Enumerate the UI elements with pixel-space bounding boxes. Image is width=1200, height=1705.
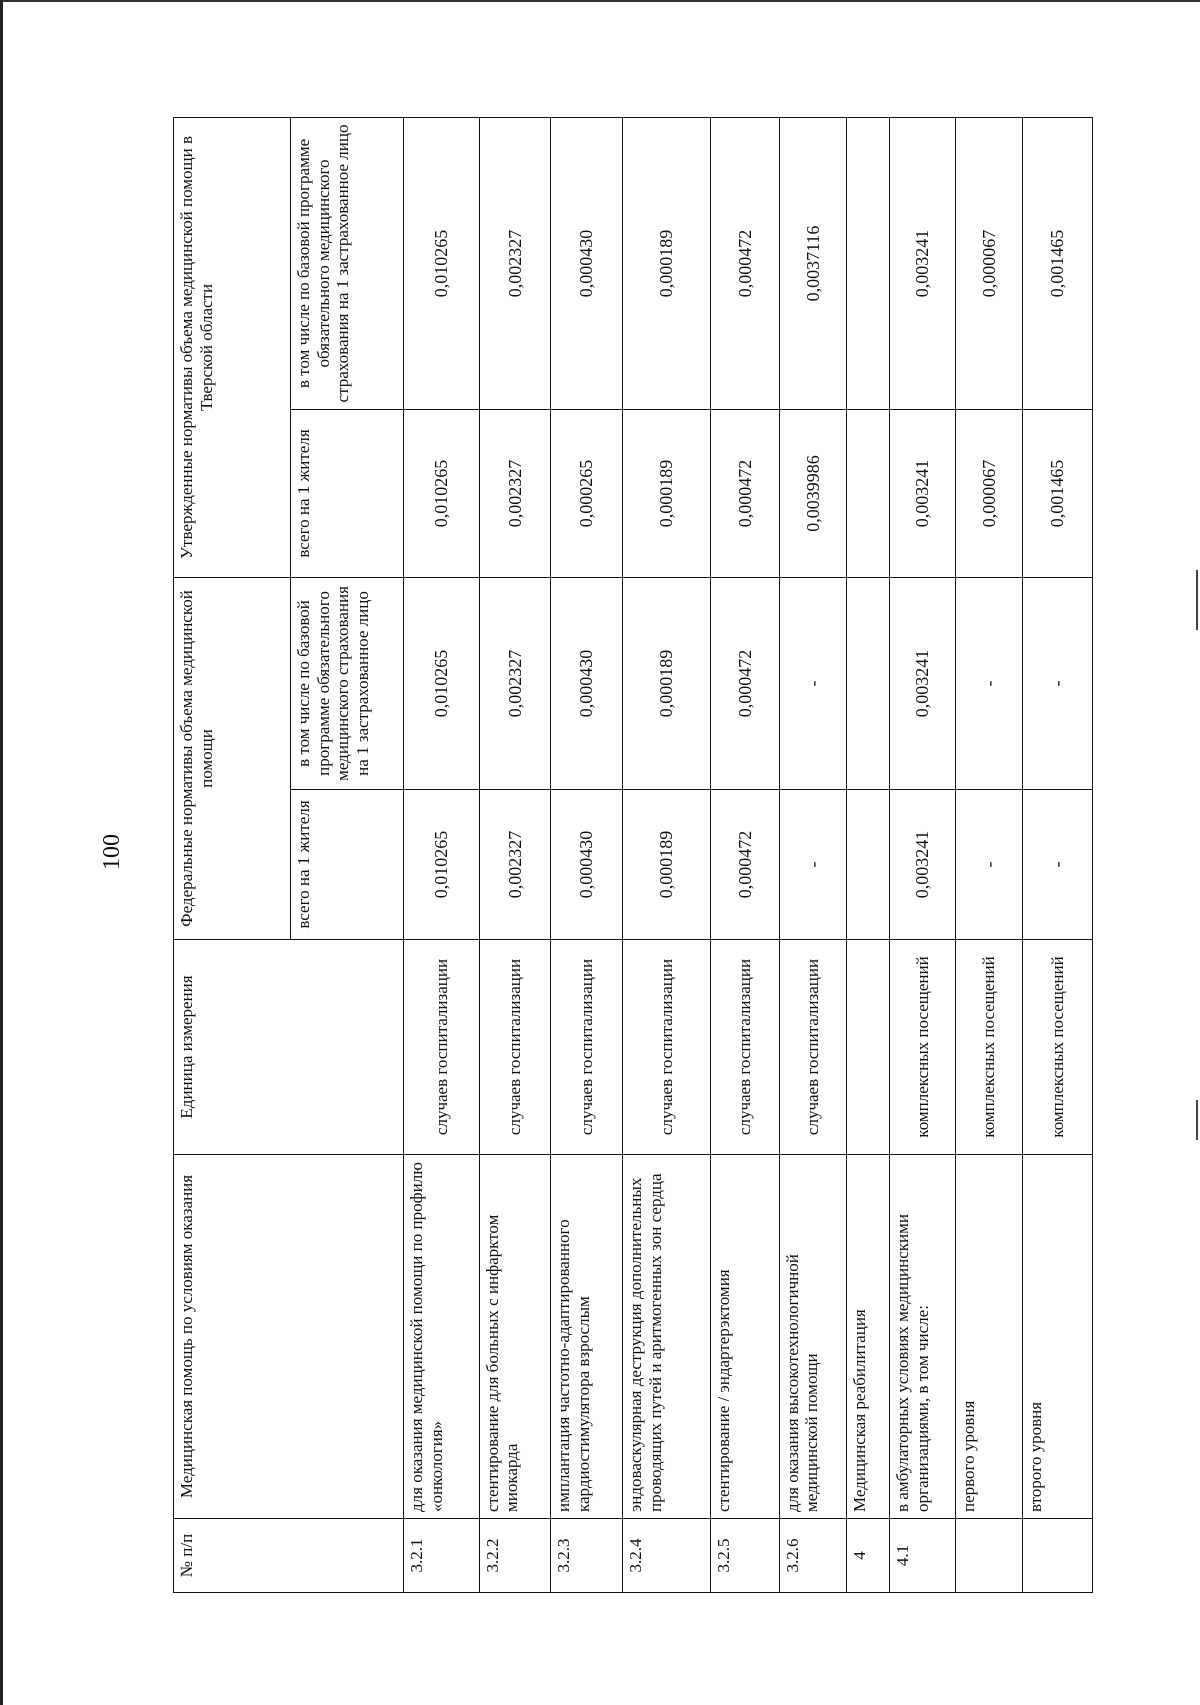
cell-no: 3.2.4 bbox=[623, 1519, 711, 1593]
cell-fed-total: 0,010265 bbox=[404, 790, 480, 940]
cell-fed-total: 0,000430 bbox=[551, 790, 623, 940]
cell-fed-total: 0,002327 bbox=[479, 790, 551, 940]
scan-mark bbox=[0, 1160, 2, 1200]
page-number: 100 bbox=[99, 834, 125, 870]
cell-name: второго уровня bbox=[1023, 1155, 1093, 1519]
cell-fed-total: - bbox=[779, 790, 847, 940]
scan-mark bbox=[1196, 1100, 1198, 1140]
cell-reg-oms: 0,001465 bbox=[1023, 117, 1093, 409]
scan-mark bbox=[0, 400, 2, 460]
cell-unit: случаев госпитализации bbox=[779, 940, 847, 1155]
header-unit: Единица измерения bbox=[174, 940, 404, 1155]
cell-no bbox=[1023, 1519, 1093, 1593]
scan-mark bbox=[0, 570, 2, 600]
cell-name: имплантация частотно-адаптированного кардиостимулятора взрослым bbox=[551, 1155, 623, 1519]
cell-unit: случаев госпитализации bbox=[623, 940, 711, 1155]
cell-reg-total: 0,001465 bbox=[1023, 409, 1093, 577]
cell-no bbox=[955, 1519, 1023, 1593]
cell-reg-total: 0,000472 bbox=[711, 409, 780, 577]
scan-mark bbox=[1196, 570, 1198, 630]
table-row bbox=[623, 117, 711, 1592]
cell-fed-oms: 0,000189 bbox=[623, 577, 711, 789]
scan-mark bbox=[0, 1530, 2, 1580]
cell-fed-total: - bbox=[955, 790, 1023, 940]
cell-reg-oms: 0,000067 bbox=[955, 117, 1023, 409]
cell-fed-oms: 0,002327 bbox=[479, 577, 551, 789]
cell-fed-oms: 0,000430 bbox=[551, 577, 623, 789]
rotated-table-container bbox=[173, 118, 1093, 1593]
table-row bbox=[890, 117, 956, 1592]
cell-reg-total: 0,0039986 bbox=[779, 409, 847, 577]
cell-no: 3.2.5 bbox=[711, 1519, 780, 1593]
cell-fed-total: - bbox=[1023, 790, 1093, 940]
cell-no: 4 bbox=[847, 1519, 890, 1593]
cell-reg-oms: 0,000430 bbox=[551, 117, 623, 409]
header-federal-group: Федеральные нормативы объема медицинской помощи bbox=[174, 577, 291, 939]
header-name: Медицинская помощь по условиям оказания bbox=[174, 1155, 404, 1519]
cell-reg-oms: 0,0037116 bbox=[779, 117, 847, 409]
cell-fed-total: 0,003241 bbox=[890, 790, 956, 940]
cell-fed-oms: - bbox=[955, 577, 1023, 789]
cell-reg-total: 0,000265 bbox=[551, 409, 623, 577]
scan-edge-left bbox=[0, 0, 3, 1705]
cell-reg-oms: 0,002327 bbox=[479, 117, 551, 409]
cell-reg-total bbox=[847, 409, 890, 577]
cell-unit: комплексных посещений bbox=[890, 940, 956, 1155]
scan-mark bbox=[0, 40, 2, 110]
header-regional-group: Утвержденные нормативы объема медицинской помощи в Тверской области bbox=[174, 117, 291, 577]
table-row bbox=[955, 117, 1023, 1592]
cell-reg-oms: 0,003241 bbox=[890, 117, 956, 409]
cell-unit: случаев госпитализации bbox=[479, 940, 551, 1155]
table-row bbox=[479, 117, 551, 1592]
cell-no: 3.2.1 bbox=[404, 1519, 480, 1593]
cell-no: 3.2.2 bbox=[479, 1519, 551, 1593]
cell-fed-oms: - bbox=[1023, 577, 1093, 789]
cell-reg-oms: 0,000189 bbox=[623, 117, 711, 409]
cell-no: 4.1 bbox=[890, 1519, 956, 1593]
cell-name: в амбулаторных условиях медицинскими организациями, в том числе: bbox=[890, 1155, 956, 1519]
header-no: № п/п bbox=[174, 1519, 404, 1593]
cell-unit bbox=[847, 940, 890, 1155]
cell-reg-oms: 0,000472 bbox=[711, 117, 780, 409]
header-federal-total: всего на 1 жителя bbox=[291, 790, 404, 940]
cell-fed-total: 0,000189 bbox=[623, 790, 711, 940]
cell-unit: комплексных посещений bbox=[955, 940, 1023, 1155]
table-row bbox=[847, 117, 890, 1592]
cell-unit: случаев госпитализации bbox=[551, 940, 623, 1155]
cell-fed-total bbox=[847, 790, 890, 940]
cell-fed-oms bbox=[847, 577, 890, 789]
cell-reg-total: 0,002327 bbox=[479, 409, 551, 577]
scan-edge-top bbox=[0, 0, 1200, 2]
cell-unit: случаев госпитализации bbox=[404, 940, 480, 1155]
cell-name: первого уровня bbox=[955, 1155, 1023, 1519]
cell-fed-oms: 0,010265 bbox=[404, 577, 480, 789]
cell-no: 3.2.6 bbox=[779, 1519, 847, 1593]
cell-name: эндоваскулярная деструкция дополнительных проводящих путей и аритмогенных зон сердца bbox=[623, 1155, 711, 1519]
cell-reg-total: 0,010265 bbox=[404, 409, 480, 577]
cell-name: стентирование для больных с инфарктом миокарда bbox=[479, 1155, 551, 1519]
table-row bbox=[779, 117, 847, 1592]
table-row bbox=[1023, 117, 1093, 1592]
cell-reg-total: 0,000067 bbox=[955, 409, 1023, 577]
cell-fed-total: 0,000472 bbox=[711, 790, 780, 940]
cell-name: Медицинская реабилитация bbox=[847, 1155, 890, 1519]
cell-name: для оказания высокотехнологичной медицинской помощи bbox=[779, 1155, 847, 1519]
cell-fed-oms: 0,003241 bbox=[890, 577, 956, 789]
cell-unit: комплексных посещений bbox=[1023, 940, 1093, 1155]
table-row bbox=[551, 117, 623, 1592]
cell-reg-oms: 0,010265 bbox=[404, 117, 480, 409]
cell-no: 3.2.3 bbox=[551, 1519, 623, 1593]
cell-unit: случаев госпитализации bbox=[711, 940, 780, 1155]
table-row bbox=[711, 117, 780, 1592]
header-regional-oms: в том числе по базовой программе обязательного медицинского страхования на 1 застрахованное лицо bbox=[291, 117, 404, 409]
cell-name: для оказания медицинской помощи по профилю «онкология» bbox=[404, 1155, 480, 1519]
header-regional-total: всего на 1 жителя bbox=[291, 409, 404, 577]
cell-name: стентирование / эндартерэктомия bbox=[711, 1155, 780, 1519]
cell-reg-total: 0,000189 bbox=[623, 409, 711, 577]
norms-table bbox=[173, 117, 1093, 1593]
cell-fed-oms: 0,000472 bbox=[711, 577, 780, 789]
cell-reg-oms bbox=[847, 117, 890, 409]
header-federal-oms: в том числе по базовой программе обязательного медицинского страхования на 1 застрахованное лицо bbox=[291, 577, 404, 789]
cell-reg-total: 0,003241 bbox=[890, 409, 956, 577]
table-row bbox=[404, 117, 480, 1592]
cell-fed-oms: - bbox=[779, 577, 847, 789]
